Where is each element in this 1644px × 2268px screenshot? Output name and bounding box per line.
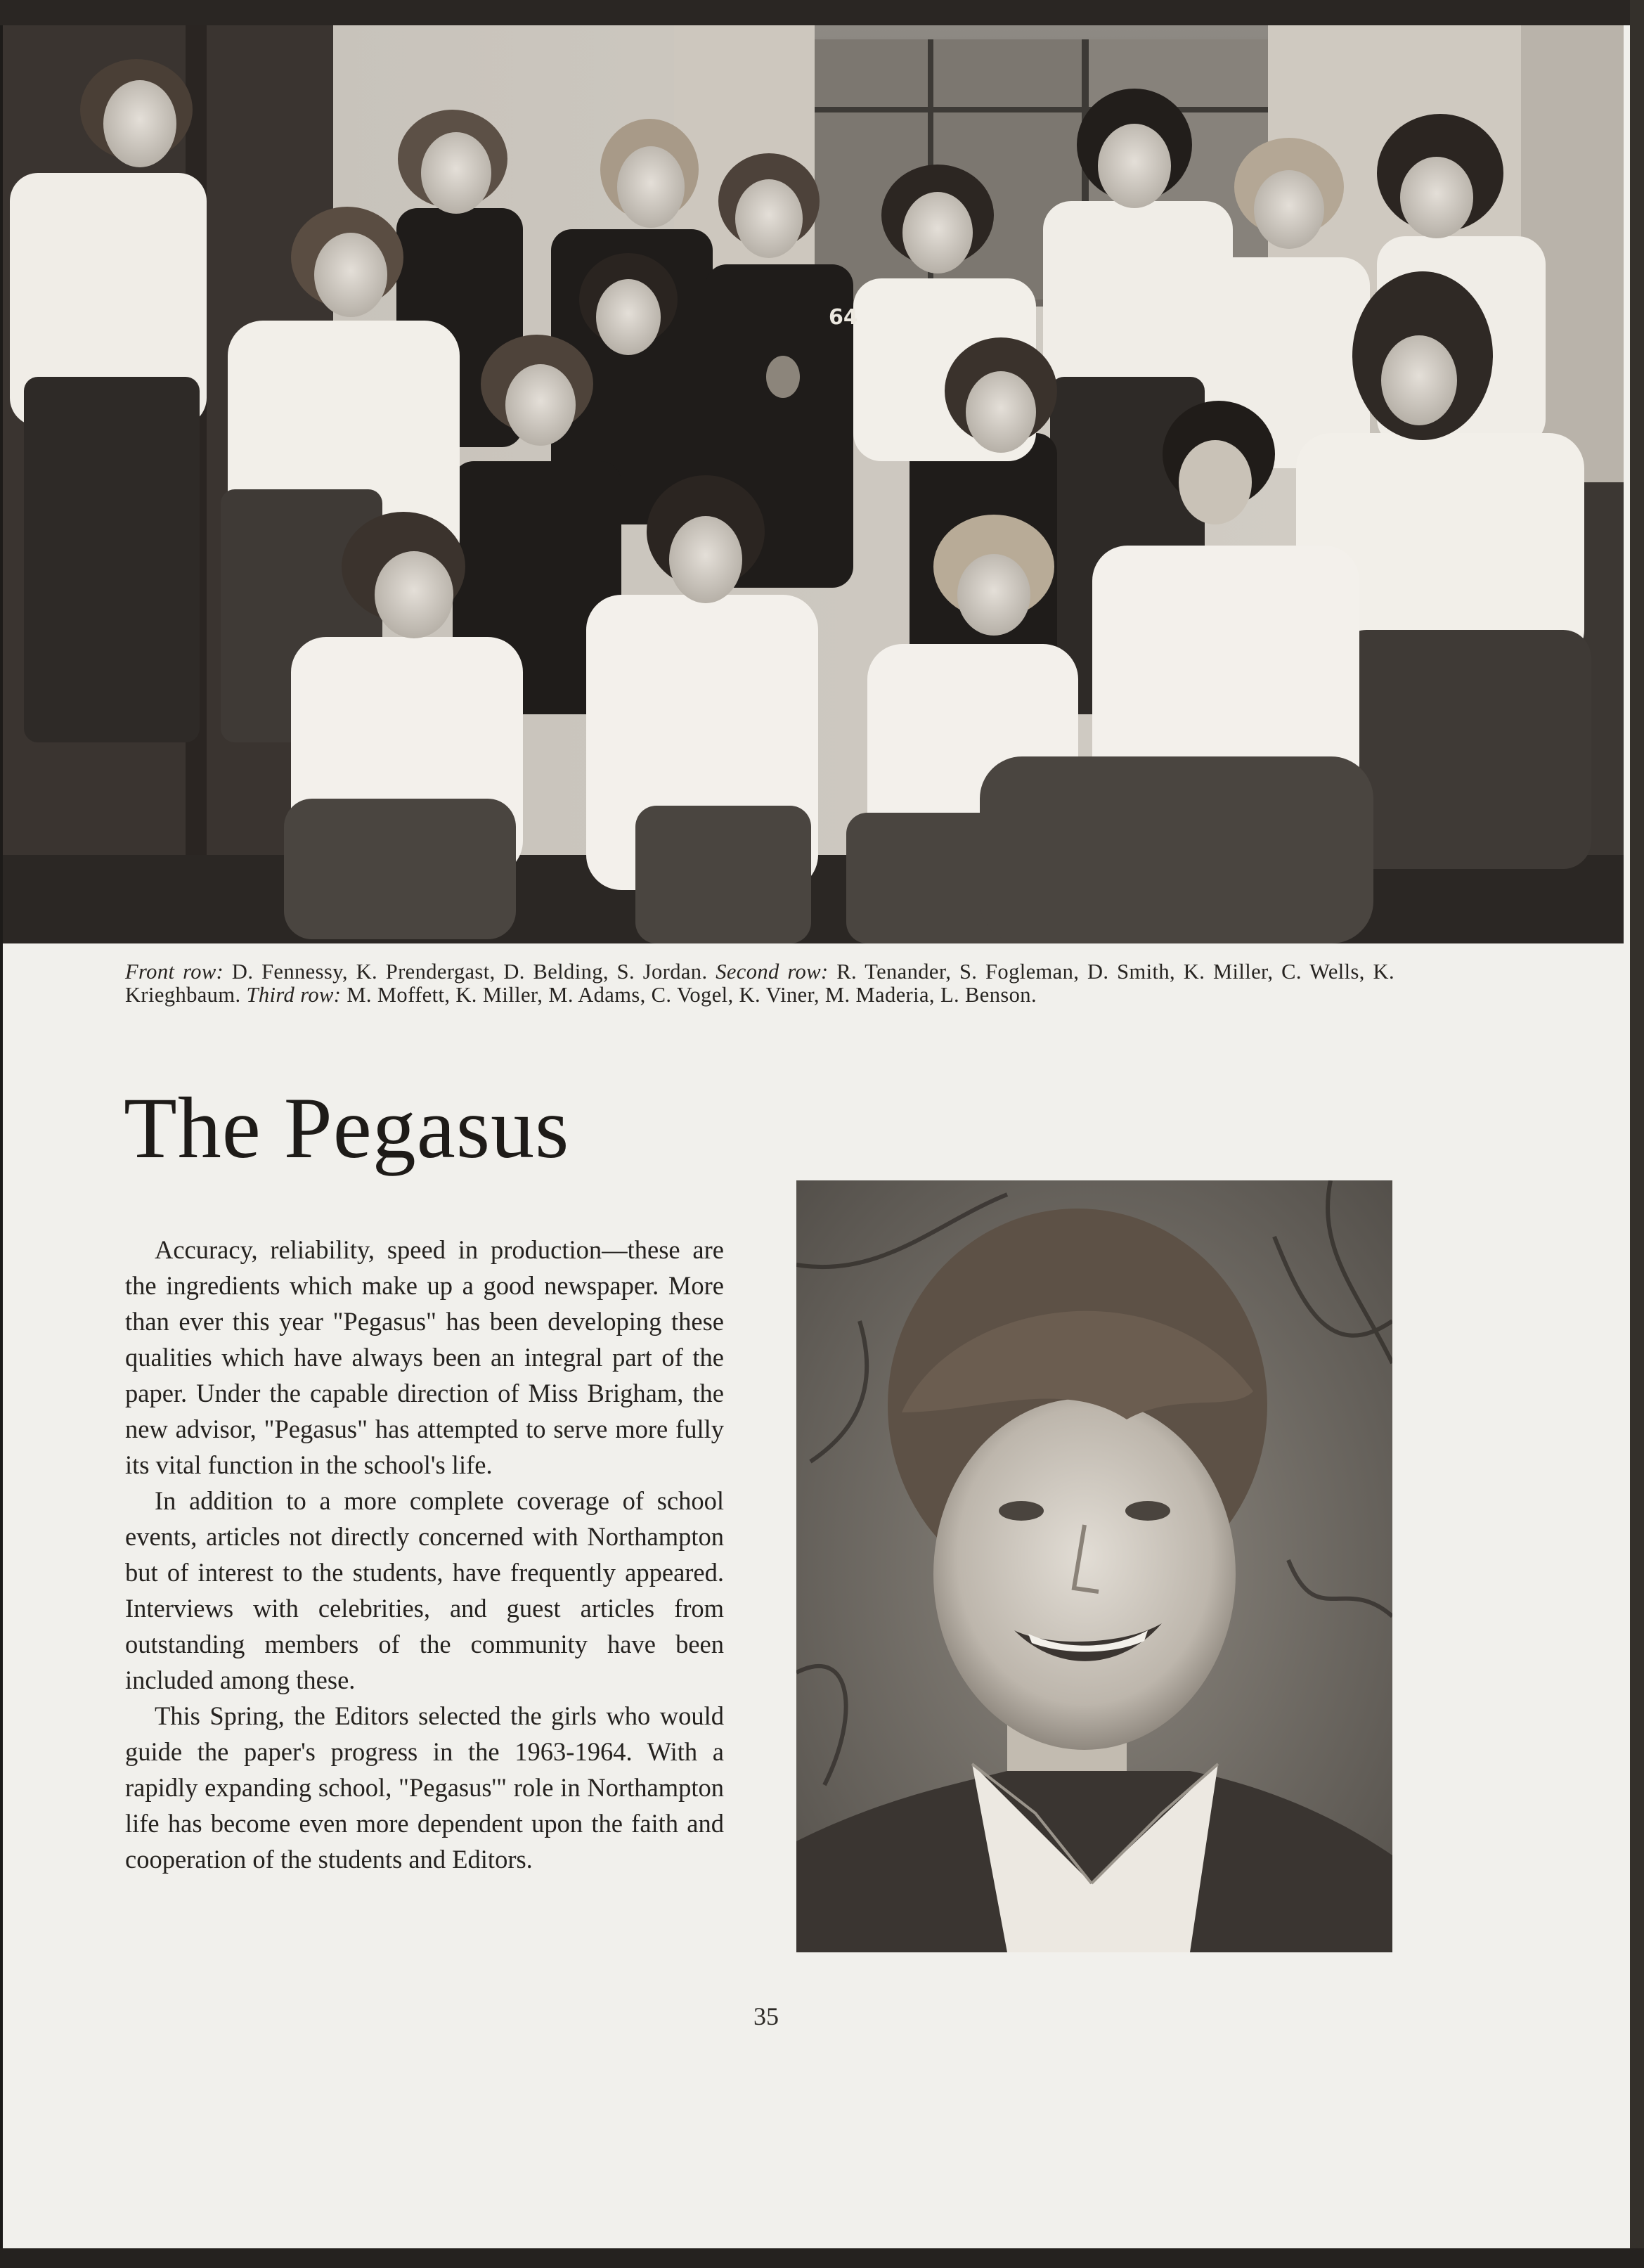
page-number: 35 [753,2002,779,2030]
group-photo [3,25,1624,943]
article-paragraph: In addition to a more complete coverage of school events, articles not directly concerned with Northampton but of interest to the students, have frequently appeared. Interviews with celebrities, and guest articles from outstanding members of the community have been included among these. [125,1486,724,1694]
article-paragraph: Accuracy, reliability, speed in production—these are the ingredients which make up a good newspaper. More than ever this year "Pegasus" has been developing these qualities which have always been an integral part of the paper. Under the capable direction of Miss Brigham, the new advisor, "Pegasus" has attempted to serve more fully its vital function in the school's life. [125,1235,724,1479]
portrait-photo [796,1180,1392,1952]
caption-row2-names: R. Tenander, S. Fogleman, D. Smith, K. Miller, C. Wells, K. Krieghbaum. [125,960,1394,1007]
article-body [125,1232,724,1877]
caption-row1-names: D. Fennessy, K. Prendergast, D. Belding, S. Jordan. [231,960,708,984]
caption-row2-label: Second row: [716,960,829,984]
caption-row3-names: M. Moffett, K. Miller, M. Adams, C. Vogel, K. Viner, M. Maderia, L. Benson. [347,983,1037,1007]
article-paragraph: This Spring, the Editors selected the girls who would guide the paper's progress in the 1963-1964. With a rapidly expanding school, "Pegasus'" role in Northampton life has become even more dependent upon the faith and cooperation of the students and Editors. [125,1701,724,1874]
scan-right-edge [1630,0,1644,2268]
scan-bottom-edge [0,2248,1644,2268]
caption-row1-label: Front row: [125,960,224,984]
caption-row3-label: Third row: [246,983,342,1007]
article-title: The Pegasus [124,1080,570,1176]
scan-top-edge [0,0,1644,25]
photo-caption [125,960,1394,1007]
jacket-number: 64 [829,305,858,330]
